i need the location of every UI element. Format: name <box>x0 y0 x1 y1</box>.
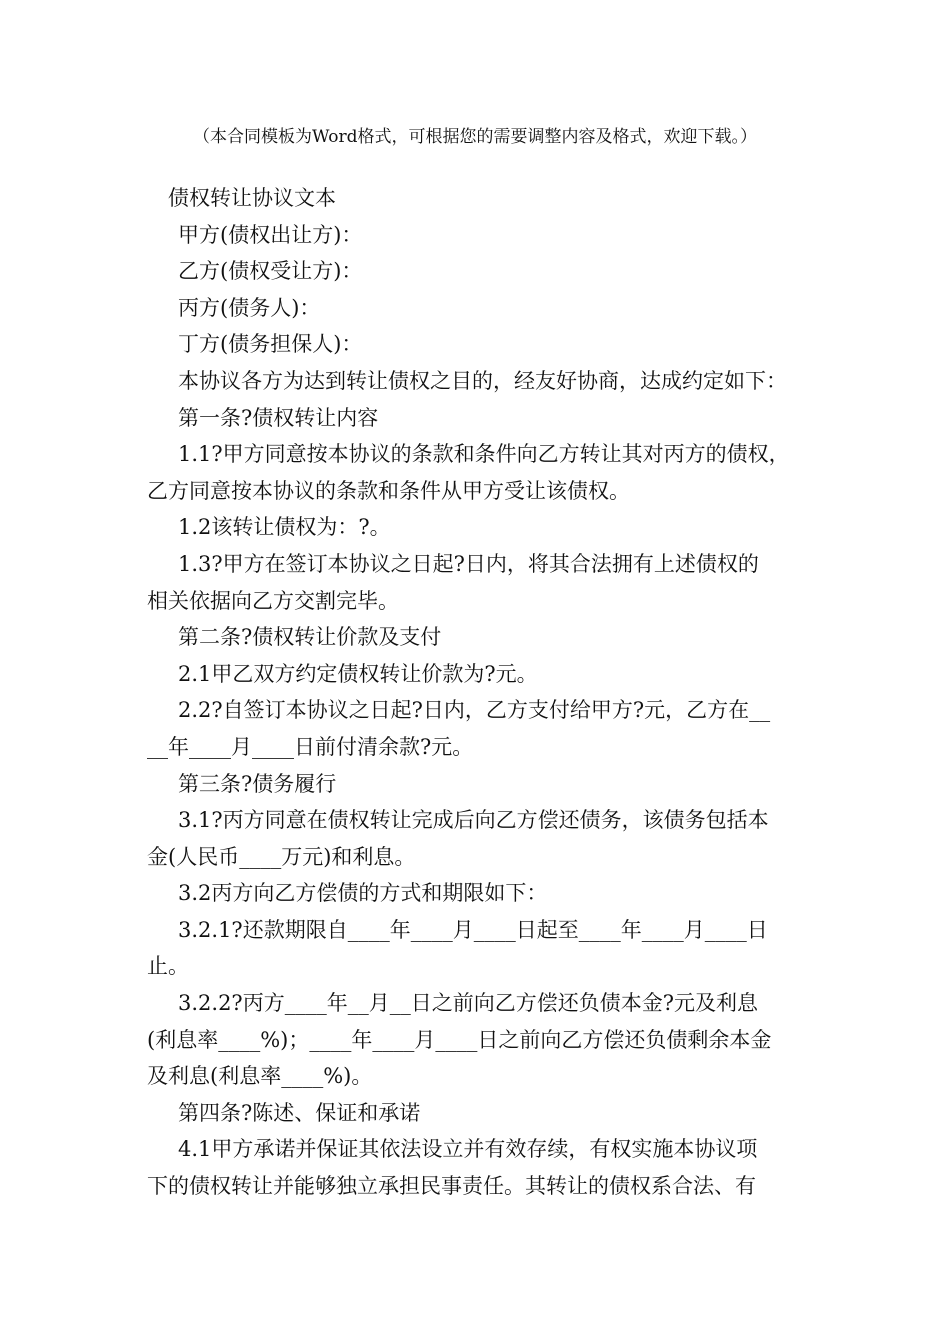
clause-2-1: 2.1甲乙双方约定债权转让价款为?元。 <box>178 661 538 686</box>
preamble-paragraph: 本协议各方为达到转让债权之目的，经友好协商，达成约定如下： <box>178 368 787 393</box>
clause-3-2-2-line-1: 3.2.2?丙方____年__月__日之前向乙方偿还负债本金?元及利息 <box>178 991 758 1016</box>
party-b-line: 乙方(债权受让方)： <box>178 259 363 284</box>
clause-3-2-2-line-2: (利息率____%)；____年____月____日之前向乙方偿还负债剩余本金 <box>147 1027 772 1052</box>
clause-1-3-line-1: 1.3?甲方在签订本协议之日起?日内，将其合法拥有上述债权的 <box>178 551 759 576</box>
clause-2-2-line-1: 2.2?自签订本协议之日起?日内，乙方支付给甲方?元，乙方在__ <box>178 698 771 723</box>
clause-3-2-2-line-3: 及利息(利息率____%)。 <box>147 1064 373 1089</box>
party-a-line: 甲方(债权出让方)： <box>178 222 363 247</box>
article-2-heading: 第二条?债权转让价款及支付 <box>178 625 442 650</box>
clause-3-2-1-line-2: 止。 <box>147 954 189 979</box>
party-c-line: 丙方(债务人)： <box>178 295 321 320</box>
clause-4-1-line-1: 4.1甲方承诺并保证其依法设立并有效存续，有权实施本协议项 <box>178 1137 758 1162</box>
party-d-line: 丁方(债务担保人)： <box>178 332 363 357</box>
article-3-heading: 第三条?债务履行 <box>178 771 337 796</box>
article-4-heading: 第四条?陈述、保证和承诺 <box>178 1100 421 1125</box>
clause-2-2-line-2: __年____月____日前付清余款?元。 <box>147 734 474 759</box>
clause-3-2-1-line-1: 3.2.1?还款期限自____年____月____日起至____年____月____日 <box>178 917 768 942</box>
template-notice: （本合同模板为Word格式，可根据您的需要调整内容及格式，欢迎下载。） <box>192 127 758 147</box>
contract-body <box>147 180 812 1205</box>
clause-3-2: 3.2丙方向乙方偿债的方式和期限如下： <box>178 881 548 906</box>
clause-3-1-line-1: 3.1?丙方同意在债权转让完成后向乙方偿还债务，该债务包括本 <box>178 808 769 833</box>
clause-1-2: 1.2该转让债权为：?。 <box>178 515 391 540</box>
clause-1-1-line-1: 1.1?甲方同意按本协议的条款和条件向乙方转让其对丙方的债权， <box>178 442 790 467</box>
clause-1-1-line-2: 乙方同意按本协议的条款和条件从甲方受让该债权。 <box>147 478 630 503</box>
document-title: 债权转让协议文本 <box>168 186 336 210</box>
clause-3-1-line-2: 金(人民币____万元)和利息。 <box>147 844 416 869</box>
clause-1-3-line-2: 相关依据向乙方交割完毕。 <box>147 588 399 613</box>
article-1-heading: 第一条?债权转让内容 <box>178 405 379 430</box>
clause-4-1-line-2: 下的债权转让并能够独立承担民事责任。其转让的债权系合法、有 <box>147 1174 756 1199</box>
